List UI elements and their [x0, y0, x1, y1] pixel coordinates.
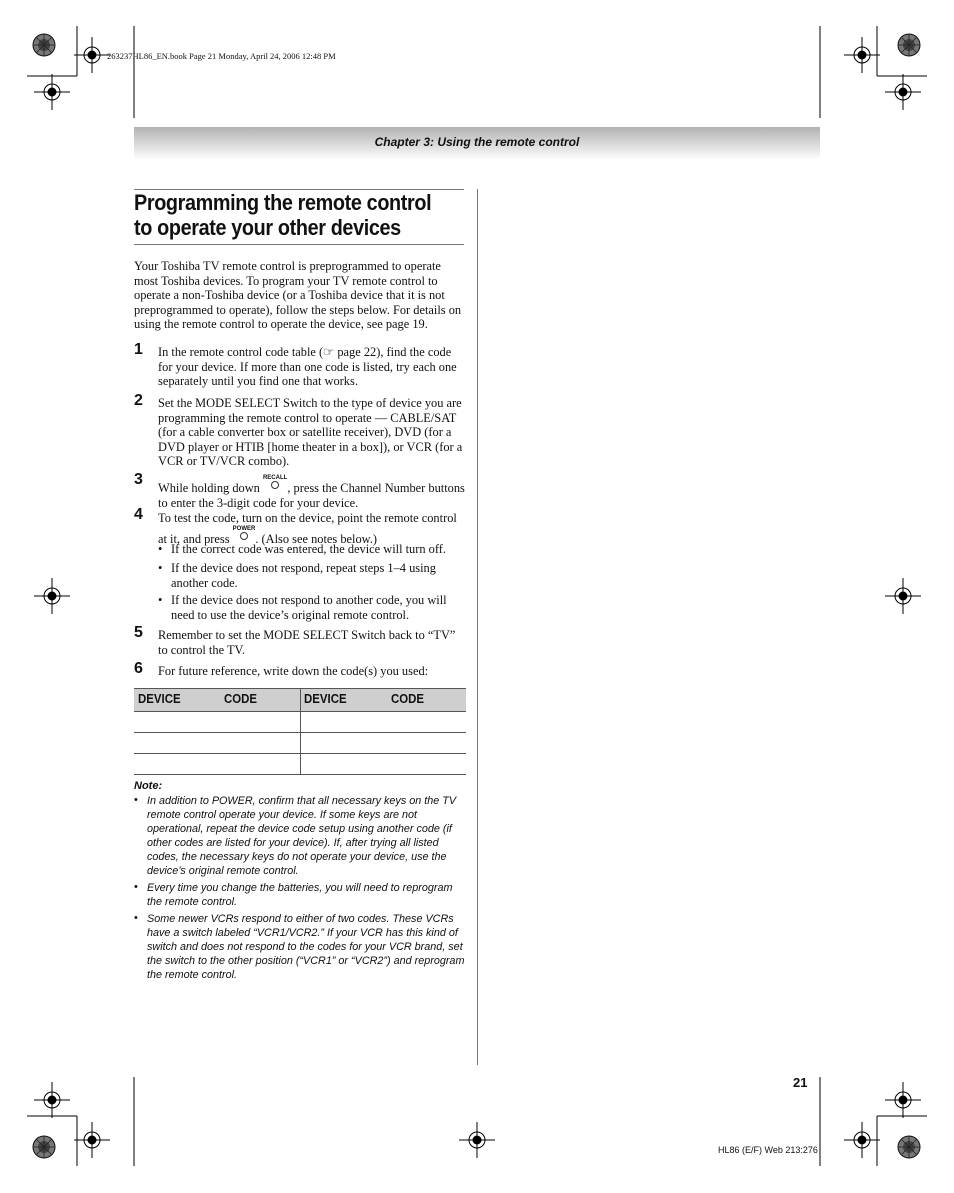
table-row: [134, 754, 466, 775]
header-device-2: DEVICE: [304, 691, 347, 706]
pointing-hand-icon: ☞: [323, 345, 335, 359]
table-header-row: [134, 688, 466, 712]
step-2-text: Set the MODE SELECT Switch to the type of device you are programming the remote control to operate — CABLE/SAT (for a cable converter box or satellite receiver), DVD (for a DVD player or HTIB [home theater in a box]), or VCR (for a VCR or TV/VCR combo).: [158, 396, 463, 469]
bullet-marker: •: [158, 542, 163, 556]
step-4-bullet-3: If the device does not respond to another code, you will need to use the device’s original remote control.: [171, 593, 447, 622]
power-button-icon: POWER: [233, 526, 256, 540]
step-4-after: . (Also see notes below.): [255, 531, 378, 546]
heading-line-2: to operate your other devices: [134, 215, 401, 240]
page-heading: [134, 190, 440, 240]
chapter-header: [134, 127, 820, 160]
step-number-2: 2: [134, 392, 143, 409]
note-bullet: •: [134, 912, 138, 924]
step-number-3: 3: [134, 471, 143, 488]
device-code-table: [134, 688, 466, 775]
note-bullet: •: [134, 881, 138, 893]
header-code-2: CODE: [391, 691, 425, 706]
page-number: 21: [793, 1075, 808, 1090]
step-1-text: [158, 345, 466, 389]
step-6-text: For future reference, write down the code(s) you used:: [158, 664, 429, 678]
step-4-text: [158, 511, 466, 546]
step-3-after: , press the Channel Number buttons to enter the 3-digit code for your device.: [158, 481, 465, 510]
step-3-text: [158, 475, 466, 510]
step-number-6: 6: [134, 660, 143, 677]
note-item-3: Some newer VCRs respond to either of two codes. These VCRs have a switch labeled “VCR1/VCR2.” If your VCR has this kind of switch and does not respond to the codes for your VCR brand, set the switch to the other position (“VCR1” or “VCR2”) and reprogram the remote control.: [147, 913, 465, 981]
step-number-1: 1: [134, 341, 143, 358]
heading-line-1: Programming the remote control: [134, 190, 432, 215]
note-title: Note:: [134, 780, 163, 792]
header-device-1: DEVICE: [138, 691, 181, 706]
footer-code: HL86 (E/F) Web 213:276: [718, 1145, 818, 1155]
step-number-5: 5: [134, 624, 143, 641]
bullet-marker: •: [158, 561, 163, 575]
bullet-marker: •: [158, 593, 163, 607]
step-number-4: 4: [134, 506, 143, 523]
heading-bottom-rule: [134, 244, 464, 245]
step-4-bullet-1: If the correct code was entered, the device will turn off.: [171, 542, 446, 556]
recall-button-icon: RECALL: [263, 475, 287, 489]
file-info: 263237HL86_EN.book Page 21 Monday, April 24, 2006 12:48 PM: [107, 51, 336, 61]
chapter-title: Chapter 3: Using the remote control: [374, 135, 580, 149]
intro-paragraph: Your Toshiba TV remote control is preprogrammed to operate most Toshiba devices. To program your TV remote control to operate a non-Toshiba device (or a Toshiba device that it is not preprogrammed to operate), follow the steps below. For details on using the remote control to operate the device, see page 19.: [134, 259, 462, 332]
header-code-1: CODE: [224, 691, 258, 706]
table-row: [134, 712, 466, 733]
step-3-before: While holding down: [158, 481, 263, 495]
table-row: [134, 733, 466, 754]
step-1-after: page 22), find the code for your device. If more than one code is listed, try each one separately until you find one that works.: [158, 345, 457, 389]
step-4-bullet-2: If the device does not respond, repeat steps 1–4 using another code.: [171, 561, 436, 590]
note-bullet: •: [134, 794, 138, 806]
step-1-before: In the remote control code table (: [158, 345, 324, 359]
step-5-text: Remember to set the MODE SELECT Switch back to “TV” to control the TV.: [158, 628, 456, 657]
note-item-1: In addition to POWER, confirm that all necessary keys on the TV remote control operate your device. If some keys are not operational, repeat the device code setup using another code (if other codes are listed for your device). If, after trying all listed codes, the necessary keys do not operate your device, use the device’s original remote control.: [147, 795, 457, 877]
column-divider: [477, 189, 478, 1065]
step-4-before: To test the code, turn on the device, point the remote control at it, and press: [158, 511, 457, 546]
note-item-2: Every time you change the batteries, you will need to reprogram the remote control.: [147, 882, 453, 908]
